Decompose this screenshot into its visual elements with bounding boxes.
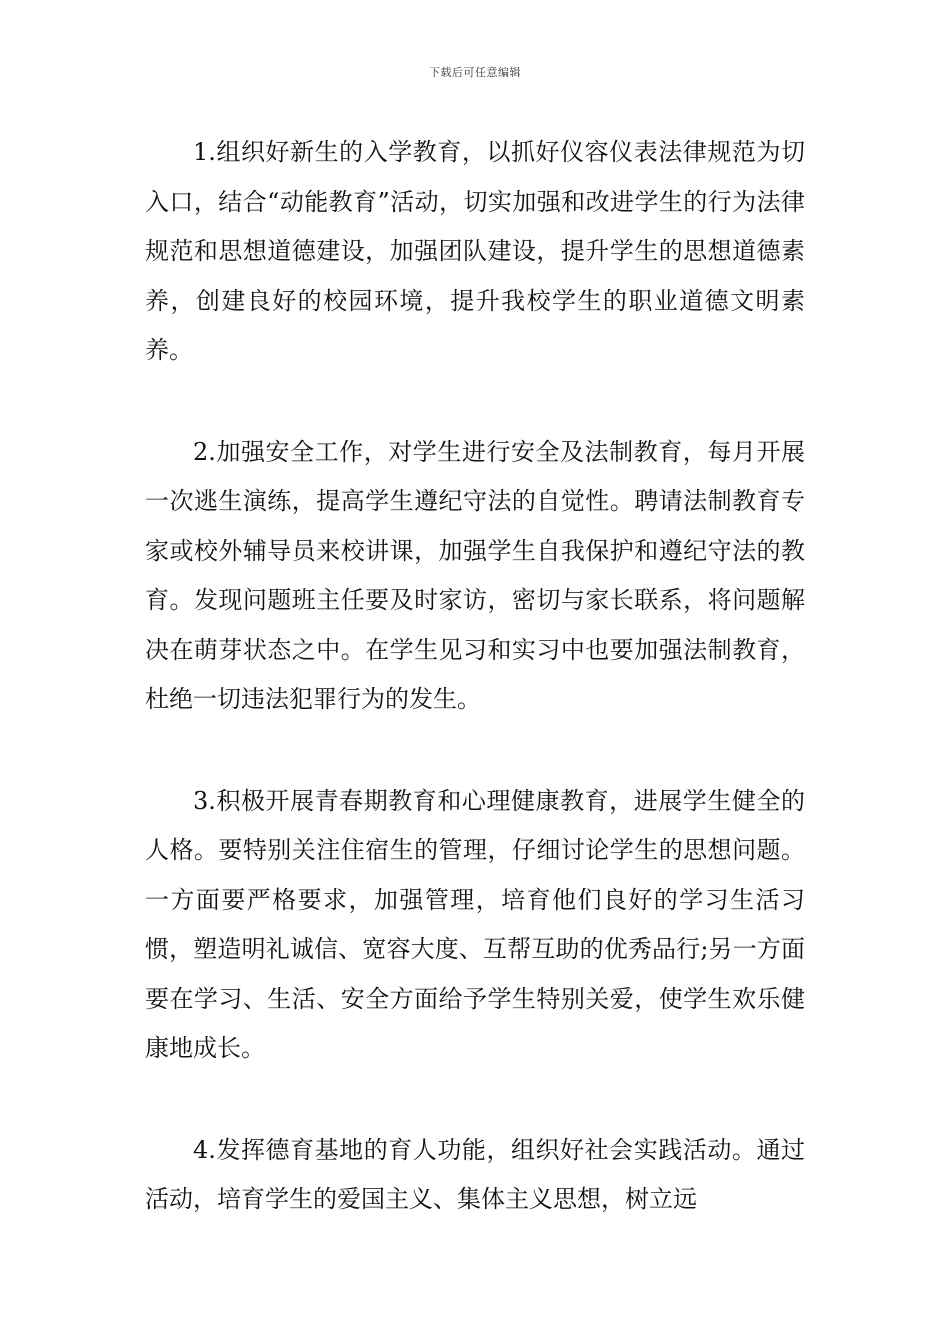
paragraph-4: 4.发挥德育基地的育人功能，组织好社会实践活动。通过活动，培育学生的爱国主义、集体主义思想，树立远: [145, 1135, 805, 1213]
paragraph-1: 1.组织好新生的入学教育，以抓好仪容仪表法律规范为切入口，结合“动能教育”活动，切实加强和改进学生的行为法律规范和思想道德建设，加强团队建设，提升学生的思想道德素养，创建良好的校园环境，提升我校学生的职业道德文明素养。: [145, 138, 805, 364]
document-body: [145, 128, 805, 1277]
paragraph-3: 3.积极开展青春期教育和心理健康教育，进展学生健全的人格。要特别关注住宿生的管理，仔细讨论学生的思想问题。一方面要严格要求，加强管理，培育他们良好的学习生活习惯，塑造明礼诚信、宽容大度、互帮互助的优秀品行;另一方面要在学习、生活、安全方面给予学生特别关爱，使学生欢乐健康地成长。: [145, 786, 805, 1062]
page-header: 下载后可任意编辑: [429, 66, 521, 79]
paragraph-2: 2.加强安全工作，对学生进行安全及法制教育，每月开展一次逃生演练，提高学生遵纪守法的自觉性。聘请法制教育专家或校外辅导员来校讲课，加强学生自我保护和遵纪守法的教育。发现问题班主任要及时家访，密切与家长联系，将问题解决在萌芽状态之中。在学生见习和实习中也要加强法制教育，杜绝一切违法犯罪行为的发生。: [145, 437, 805, 713]
